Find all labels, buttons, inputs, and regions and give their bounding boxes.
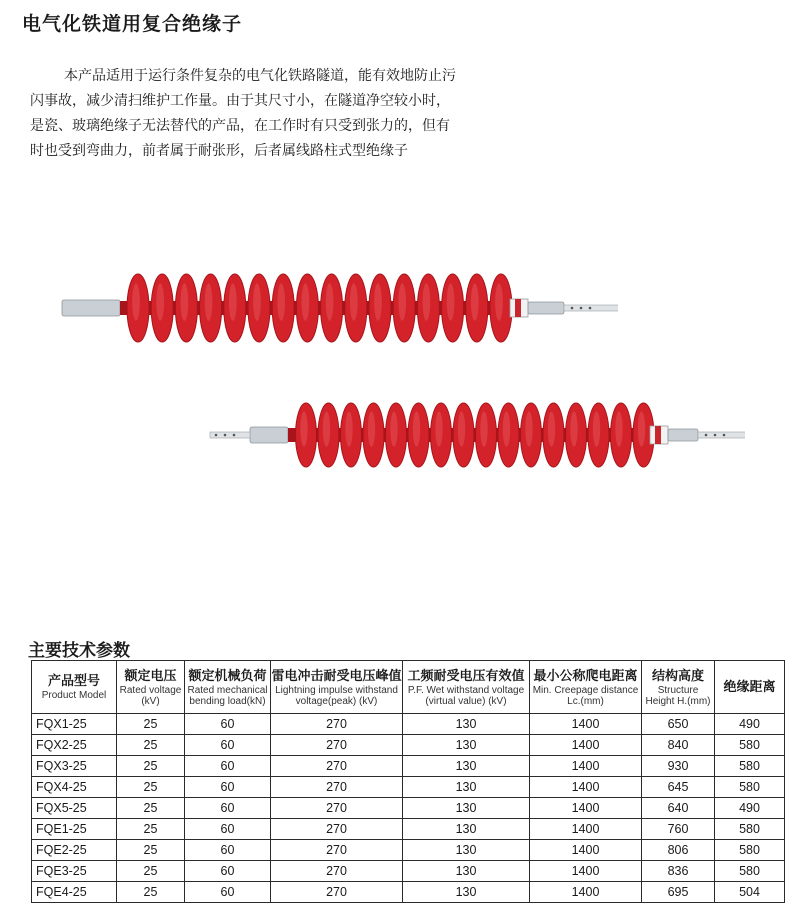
left-fitting (250, 427, 288, 443)
rod-hole (723, 434, 726, 437)
right-fitting (668, 429, 698, 441)
shed-highlight (326, 283, 334, 320)
shed-highlight (390, 411, 397, 446)
shed-highlight (471, 283, 479, 320)
rod-hole (224, 434, 227, 437)
table-row: FQE2-25 25 60 270 130 1400 806 580 (32, 840, 785, 861)
table-row: FQX4-25 25 60 270 130 1400 645 580 (32, 777, 785, 798)
header-model: 产品型号 Product Model (32, 661, 117, 714)
shed-highlight (570, 411, 577, 446)
shed-highlight (423, 283, 431, 320)
shed-highlight (229, 283, 237, 320)
header-lightning-impulse: 雷电冲击耐受电压峰值 Lightning impulse withstand voltage(peak) (kV) (271, 661, 403, 714)
header-mechanical-load: 额定机械负荷 Rated mechanical bending load(kN) (185, 661, 271, 714)
table-row: FQE1-25 25 60 270 130 1400 760 580 (32, 819, 785, 840)
fitting-label-stripe (515, 299, 521, 317)
rod-hole (580, 307, 583, 310)
rod-hole (215, 434, 218, 437)
shed-highlight (413, 411, 420, 446)
shed-highlight (447, 283, 455, 320)
header-creepage: 最小公称爬电距离 Min. Creepage distance Lc.(mm) (530, 661, 642, 714)
header-structure-height: 结构高度 Structure Height H.(mm) (642, 661, 715, 714)
shed-highlight (458, 411, 465, 446)
shed-highlight (277, 283, 285, 320)
shed-highlight (368, 411, 375, 446)
shed-highlight (638, 411, 645, 446)
section-heading: 主要技术参数 (28, 641, 130, 661)
header-pf-withstand: 工频耐受电压有效值 P.F. Wet withstand voltage (virtual value) (kV) (403, 661, 530, 714)
description-line: 时也受到弯曲力，前者属于耐张形，后者属线路柱式型绝缘子 (30, 143, 408, 159)
right-fitting (528, 302, 564, 314)
shed-highlight (525, 411, 532, 446)
shed-highlight (156, 283, 164, 320)
rod-hole (571, 307, 574, 310)
insulator-image-small (200, 395, 745, 475)
product-description (30, 64, 528, 164)
rod-hole (705, 434, 708, 437)
rod-hole (589, 307, 592, 310)
shed-highlight (495, 283, 503, 320)
fitting-label-stripe (655, 426, 661, 444)
shed-highlight (253, 283, 261, 320)
shed-highlight (300, 411, 307, 446)
spec-table (31, 660, 785, 903)
header-rated-voltage: 额定电压 Rated voltage (kV) (117, 661, 185, 714)
shed-highlight (435, 411, 442, 446)
shed-highlight (345, 411, 352, 446)
left-fitting (62, 300, 120, 316)
shed-highlight (302, 283, 310, 320)
header-insulation-distance: 绝缘距离 (715, 661, 785, 714)
table-row: FQX2-25 25 60 270 130 1400 840 580 (32, 735, 785, 756)
shed-highlight (398, 283, 406, 320)
description-line: 本产品适用于运行条件复杂的电气化铁路隧道，能有效地防止污 (64, 68, 456, 84)
table-row: FQE4-25 25 60 270 130 1400 695 504 (32, 882, 785, 903)
shed-highlight (615, 411, 622, 446)
shed-highlight (480, 411, 487, 446)
table-row: FQE3-25 25 60 270 130 1400 836 580 (32, 861, 785, 882)
shed-highlight (205, 283, 213, 320)
shed-highlight (323, 411, 330, 446)
insulator-image-large (58, 268, 618, 348)
rod-hole (233, 434, 236, 437)
shed-highlight (548, 411, 555, 446)
rod-hole (714, 434, 717, 437)
shed-highlight (503, 411, 510, 446)
shed-highlight (132, 283, 140, 320)
shed-highlight (350, 283, 358, 320)
description-line: 闪事故，减少清扫维护工作量。由于其尺寸小，在隧道净空较小时， (30, 93, 450, 109)
page-title: 电气化铁道用复合绝缘子 (22, 13, 243, 35)
shed-highlight (374, 283, 382, 320)
table-header-row (32, 661, 785, 714)
shed-highlight (181, 283, 189, 320)
table-row: FQX5-25 25 60 270 130 1400 640 490 (32, 798, 785, 819)
table-row: FQX1-25 25 60 270 130 1400 650 490 (32, 714, 785, 735)
shed-highlight (593, 411, 600, 446)
description-line: 是瓷、玻璃绝缘子无法替代的产品，在工作时有只受到张力的，但有 (30, 118, 450, 134)
table-row: FQX3-25 25 60 270 130 1400 930 580 (32, 756, 785, 777)
